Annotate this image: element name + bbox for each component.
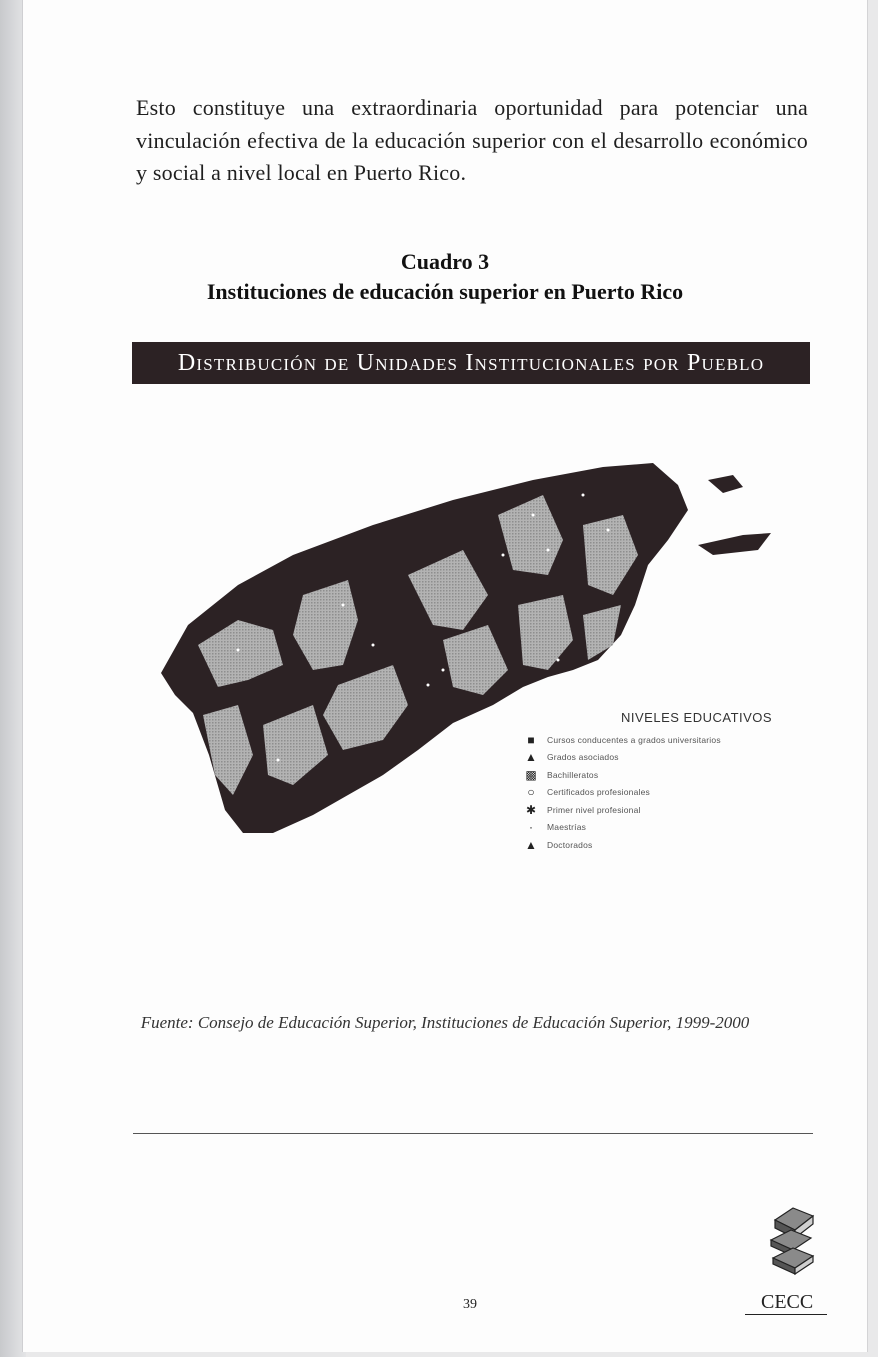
triangle-icon: ▲ (525, 837, 537, 852)
legend-item (521, 836, 821, 854)
page-number: 39 (463, 1297, 477, 1312)
source-caption: Fuente: Consejo de Educación Superior, Instituciones de Educación Superior, 1999-2000 (140, 1013, 750, 1032)
map-banner (132, 342, 810, 384)
circle-icon: ○ (527, 785, 535, 800)
island-culebra (708, 475, 743, 493)
legend-item (521, 749, 821, 767)
intro-paragraph: Esto constituye una extraordinaria oportunidad para potenciar una vinculación efectiva de la educación superior con el desarrollo económico y social a nivel local en Puerto Rico. (136, 95, 808, 185)
legend-label: Bachilleratos (547, 769, 599, 780)
legend-label: Primer nivel profesional (547, 804, 641, 815)
legend-item (521, 731, 821, 749)
island-vieques (698, 533, 771, 555)
table-number: Cuadro 3 (400, 249, 490, 274)
star-icon: ✱ (525, 802, 537, 817)
legend-title: NIVELES EDUCATIVOS (621, 710, 773, 725)
table-title: Instituciones de educación superior en Puerto Rico (206, 279, 684, 304)
books-logo-icon (761, 1198, 821, 1293)
legend-item (521, 766, 821, 784)
legend-item (521, 784, 821, 802)
dot-icon: · (529, 820, 533, 835)
triangle-icon: ▲ (525, 750, 537, 765)
hatched-square-icon: ▩ (525, 767, 537, 782)
publisher-name: CECC (745, 1291, 827, 1315)
map-banner-text: Distribución de Unidades Institucionales por Pueblo (177, 349, 765, 376)
legend-item (521, 819, 821, 837)
legend-item (521, 801, 821, 819)
document-page (22, 0, 868, 1352)
legend-label: Cursos conducentes a grados universitarios (547, 734, 721, 745)
legend-label: Certificados profesionales (547, 787, 650, 798)
legend-label: Doctorados (547, 839, 593, 850)
map-legend (521, 710, 821, 854)
horizontal-rule (133, 1133, 813, 1134)
legend-label: Maestrías (547, 822, 587, 833)
square-icon: ■ (527, 732, 535, 747)
legend-label: Grados asociados (547, 752, 619, 763)
